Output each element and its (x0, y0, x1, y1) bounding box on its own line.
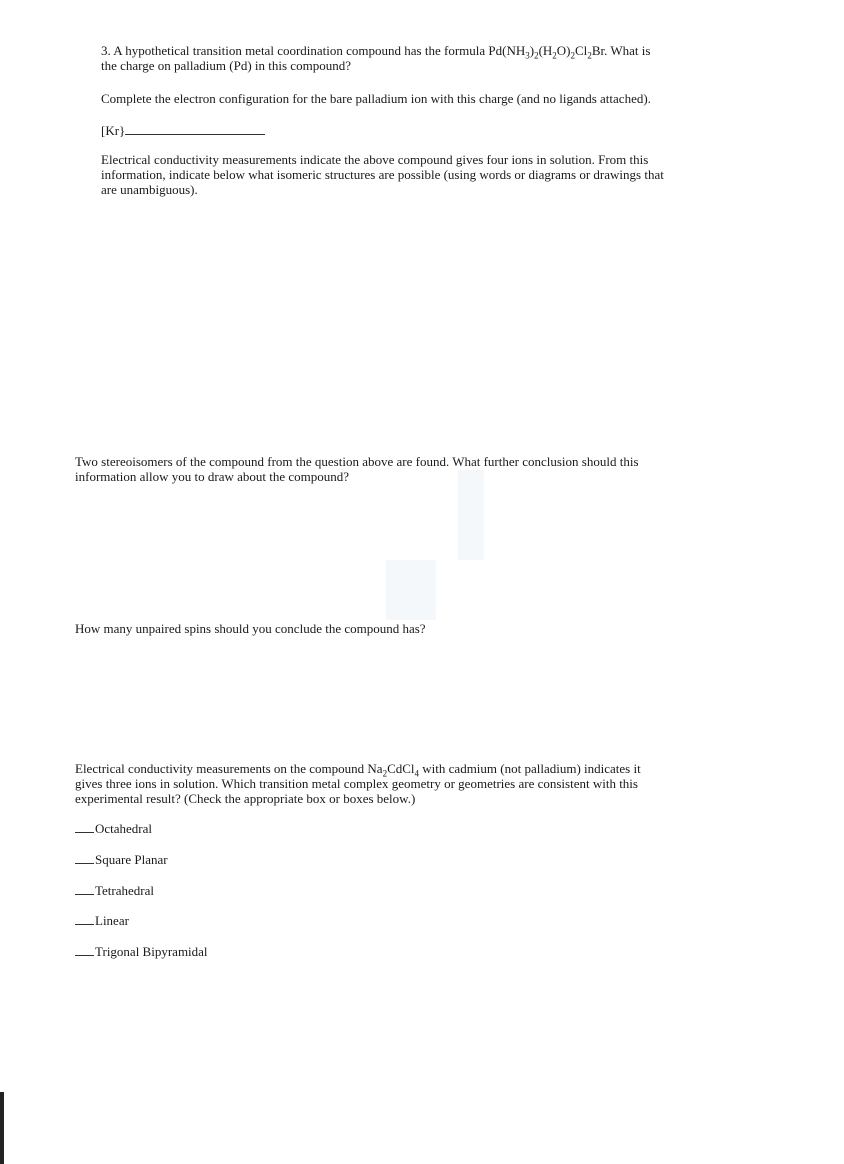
q3-text: Cl (575, 43, 588, 58)
q3-text: 3. A hypothetical transition metal coordination compound has the formula Pd(NH (101, 43, 526, 58)
cadmium-text: with cadmium (not palladium) indicates it (419, 761, 641, 776)
conductivity-line-1: Electrical conductivity measurements indicate the above compound gives four ions in solution. From this (101, 152, 649, 167)
geometry-option-tetrahedral[interactable] (75, 883, 154, 898)
conductivity-line-3: are unambiguous). (101, 182, 198, 197)
checkbox-blank[interactable] (75, 832, 94, 833)
subscript: 2 (382, 768, 388, 779)
config-prompt-text: Complete the electron configuration for the bare palladium ion with this charge (and no ligands attached). (101, 91, 651, 106)
checkbox-blank[interactable] (75, 955, 94, 956)
conductivity-line-2: information, indicate below what isomeric structures are possible (using words or diagrams or drawings that (101, 167, 664, 182)
stereo-answer-space[interactable] (75, 490, 775, 615)
cadmium-line-2: gives three ions in solution. Which transition metal complex geometry or geometries are consistent with this (75, 776, 638, 791)
subscript: 2 (587, 50, 592, 61)
stereoisomer-question (75, 454, 795, 484)
question-3-intro (101, 43, 781, 73)
kr-answer-field (101, 122, 265, 138)
geometry-option-square-planar[interactable] (75, 852, 168, 867)
isomer-answer-space[interactable] (101, 205, 781, 445)
subscript: 2 (534, 50, 539, 61)
config-prompt (101, 91, 801, 106)
q3-text: (H (538, 43, 553, 58)
cadmium-text: Electrical conductivity measurements on the compound Na (75, 761, 383, 776)
spins-answer-space[interactable] (75, 640, 775, 750)
geometry-label: Trigonal Bipyramidal (95, 944, 208, 959)
spins-line-1: How many unpaired spins should you conclude the compound has? (75, 621, 426, 636)
cadmium-line-3: experimental result? (Check the appropriate box or boxes below.) (75, 791, 416, 806)
stereo-line-2: information allow you to draw about the compound? (75, 469, 350, 484)
config-answer-blank[interactable] (125, 122, 265, 135)
subscript: 2 (552, 50, 557, 61)
cadmium-line-1 (75, 761, 795, 779)
subscript: 4 (414, 768, 420, 779)
geometry-label: Linear (95, 913, 129, 928)
subscript: 2 (570, 50, 576, 61)
conductivity-question (101, 152, 801, 197)
geometry-label: Tetrahedral (95, 883, 154, 898)
geometry-label: Octahedral (95, 821, 153, 836)
scan-edge-mark (0, 1092, 4, 1164)
q3-text: ) (529, 43, 535, 58)
cadmium-text: CdCl (387, 761, 415, 776)
checkbox-blank[interactable] (75, 924, 94, 925)
question-3-line-1 (101, 43, 781, 61)
q3-text: Br. What is (591, 43, 651, 58)
unpaired-spins-question (75, 621, 795, 636)
kr-prefix: [Kr} (101, 123, 126, 138)
cadmium-question (75, 761, 795, 806)
question-3-line-2: the charge on palladium (Pd) in this compound? (101, 58, 351, 73)
geometry-option-octahedral[interactable] (75, 821, 152, 836)
checkbox-blank[interactable] (75, 894, 94, 895)
stereo-line-1: Two stereoisomers of the compound from the question above are found. What further conclusion should this (75, 454, 639, 469)
geometry-option-linear[interactable] (75, 913, 129, 928)
geometry-label: Square Planar (95, 852, 168, 867)
geometry-option-trigonal-bipyramidal[interactable] (75, 944, 208, 959)
subscript: 3 (525, 50, 530, 61)
checkbox-blank[interactable] (75, 863, 94, 864)
q3-text: O) (556, 43, 571, 58)
